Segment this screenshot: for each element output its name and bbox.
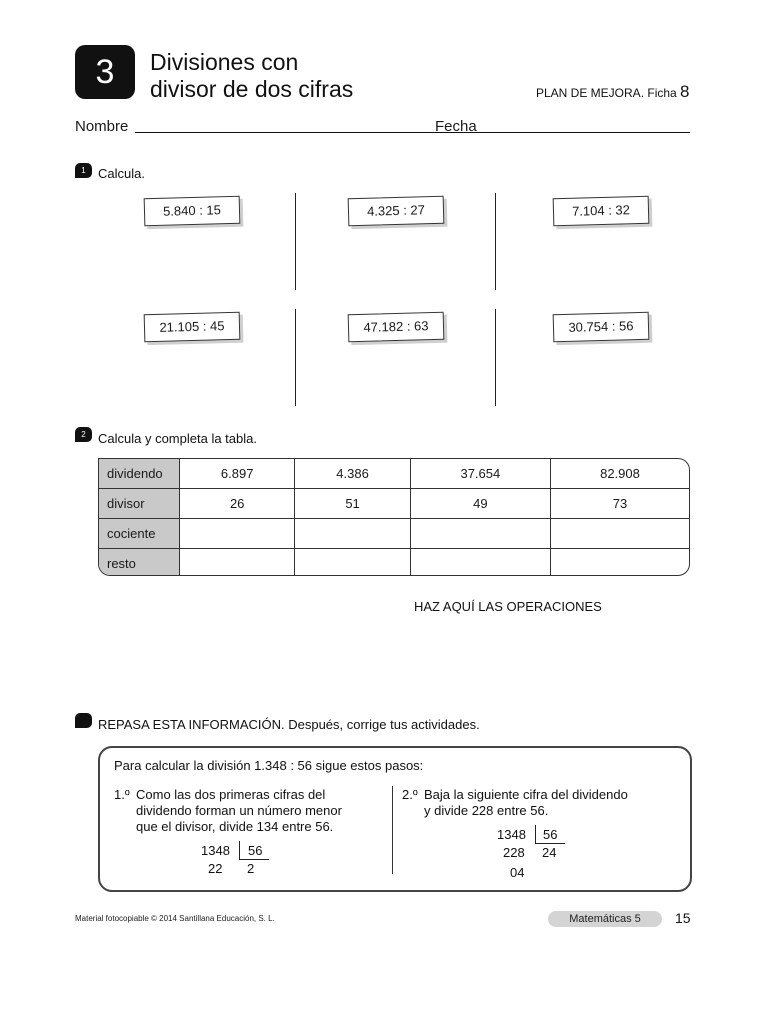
answer-cell[interactable] [180,549,295,577]
title-line-2: divisor de dos cifras [150,76,354,102]
step-1-quotient: 2 [247,861,255,876]
exercise-2-marker: 2 [75,427,92,442]
step-1-divisor: 56 [248,843,263,858]
step-2-division-bracket [535,825,536,843]
step-1-division-bracket-bottom [239,859,269,860]
table-cell: 6.897 [180,459,295,489]
column-divider [495,193,496,290]
exercise-2-instruction: Calcula y completa la tabla. [98,431,257,446]
step-2-text [424,787,628,819]
step-1-text [136,787,342,835]
step-2-quotient: 24 [542,845,557,860]
subject-label: Matemáticas 5 [548,911,662,927]
step-2-division-bracket-bottom [535,843,565,844]
step-2-remainder: 04 [510,865,525,880]
info-box [98,746,692,892]
step-1-dividend: 1348 [201,843,230,858]
column-divider [295,309,296,406]
step-1-line: dividendo forman un número menor [136,803,342,818]
unit-number-badge: 3 [75,45,135,99]
step-1-line: Como las dos primeras cifras del [136,787,326,802]
row-label: dividendo [99,459,180,489]
step-2-divisor: 56 [543,827,558,842]
answer-cell[interactable] [410,519,550,549]
table-row [99,549,689,577]
step-1-division-bracket [239,841,240,859]
operation-tag: 30.754 : 56 [553,312,650,343]
steps-divider [392,786,393,874]
table-cell: 49 [410,489,550,519]
exercise-1-instruction: Calcula. [98,166,145,181]
table-cell: 51 [295,489,410,519]
step-2-number: 2.º [402,787,418,802]
exercise-1-marker: 1 [75,163,92,178]
division-table [98,458,690,576]
date-field[interactable] [482,132,690,133]
date-label: Fecha [435,118,477,135]
page-title [150,49,353,103]
row-label: cociente [99,519,180,549]
operation-tag: 5.840 : 15 [144,196,241,227]
step-2-line: Baja la siguiente cifra del dividendo [424,787,628,802]
answer-cell[interactable] [295,549,410,577]
title-line-1: Divisiones con [150,49,299,75]
step-1-remainder: 22 [208,861,223,876]
table-cell: 82.908 [550,459,689,489]
row-label: divisor [99,489,180,519]
review-marker [75,713,92,728]
step-2-partial: 228 [503,845,525,860]
table-cell: 26 [180,489,295,519]
step-1-line: que el divisor, divide 134 entre 56. [136,819,334,834]
copyright-notice: Material fotocopiable © 2014 Santillana Educación, S. L. [75,914,275,923]
answer-cell[interactable] [550,519,689,549]
operation-tag: 47.182 : 63 [348,312,445,343]
column-divider [295,193,296,290]
step-1-number: 1.º [114,787,130,802]
step-2-line: y divide 228 entre 56. [424,803,549,818]
table-row [99,519,689,549]
operation-tag: 21.105 : 45 [144,312,241,343]
work-area-label: HAZ AQUÍ LAS OPERACIONES [414,599,602,614]
table-cell: 4.386 [295,459,410,489]
table-cell: 37.654 [410,459,550,489]
table-row [99,459,689,489]
name-date-row [75,118,690,138]
name-label: Nombre [75,118,129,135]
plan-label [536,82,690,102]
answer-cell[interactable] [410,549,550,577]
page-number: 15 [675,910,691,926]
info-intro: Para calcular la división 1.348 : 56 sigue estos pasos: [114,758,424,773]
answer-cell[interactable] [180,519,295,549]
operation-tag: 4.325 : 27 [348,196,445,227]
ficha-number: 8 [680,82,690,101]
column-divider [495,309,496,406]
answer-cell[interactable] [295,519,410,549]
step-2-dividend: 1348 [497,827,526,842]
table-cell: 73 [550,489,689,519]
review-instruction: REPASA ESTA INFORMACIÓN. Después, corrige tus actividades. [98,717,480,732]
plan-text: PLAN DE MEJORA. Ficha [536,86,677,100]
operation-tag: 7.104 : 32 [553,196,650,227]
answer-cell[interactable] [550,549,689,577]
row-label: resto [99,549,180,577]
table-row [99,489,689,519]
